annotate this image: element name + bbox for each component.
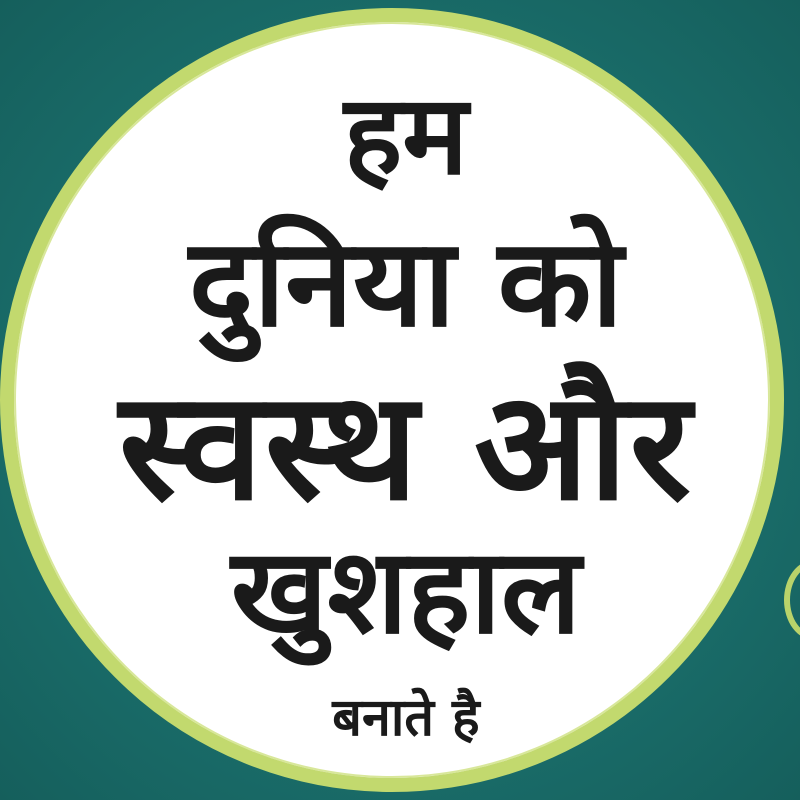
slogan-line-5: बनाते है <box>332 688 480 748</box>
slogan-line-1: हम <box>343 71 469 199</box>
slogan-line-4: खुशहाल <box>231 522 581 660</box>
slogan-badge <box>0 8 784 792</box>
slogan-line-3: स्वस्थ और <box>119 360 693 534</box>
slogan-line-2: दुनिया को <box>188 212 624 354</box>
